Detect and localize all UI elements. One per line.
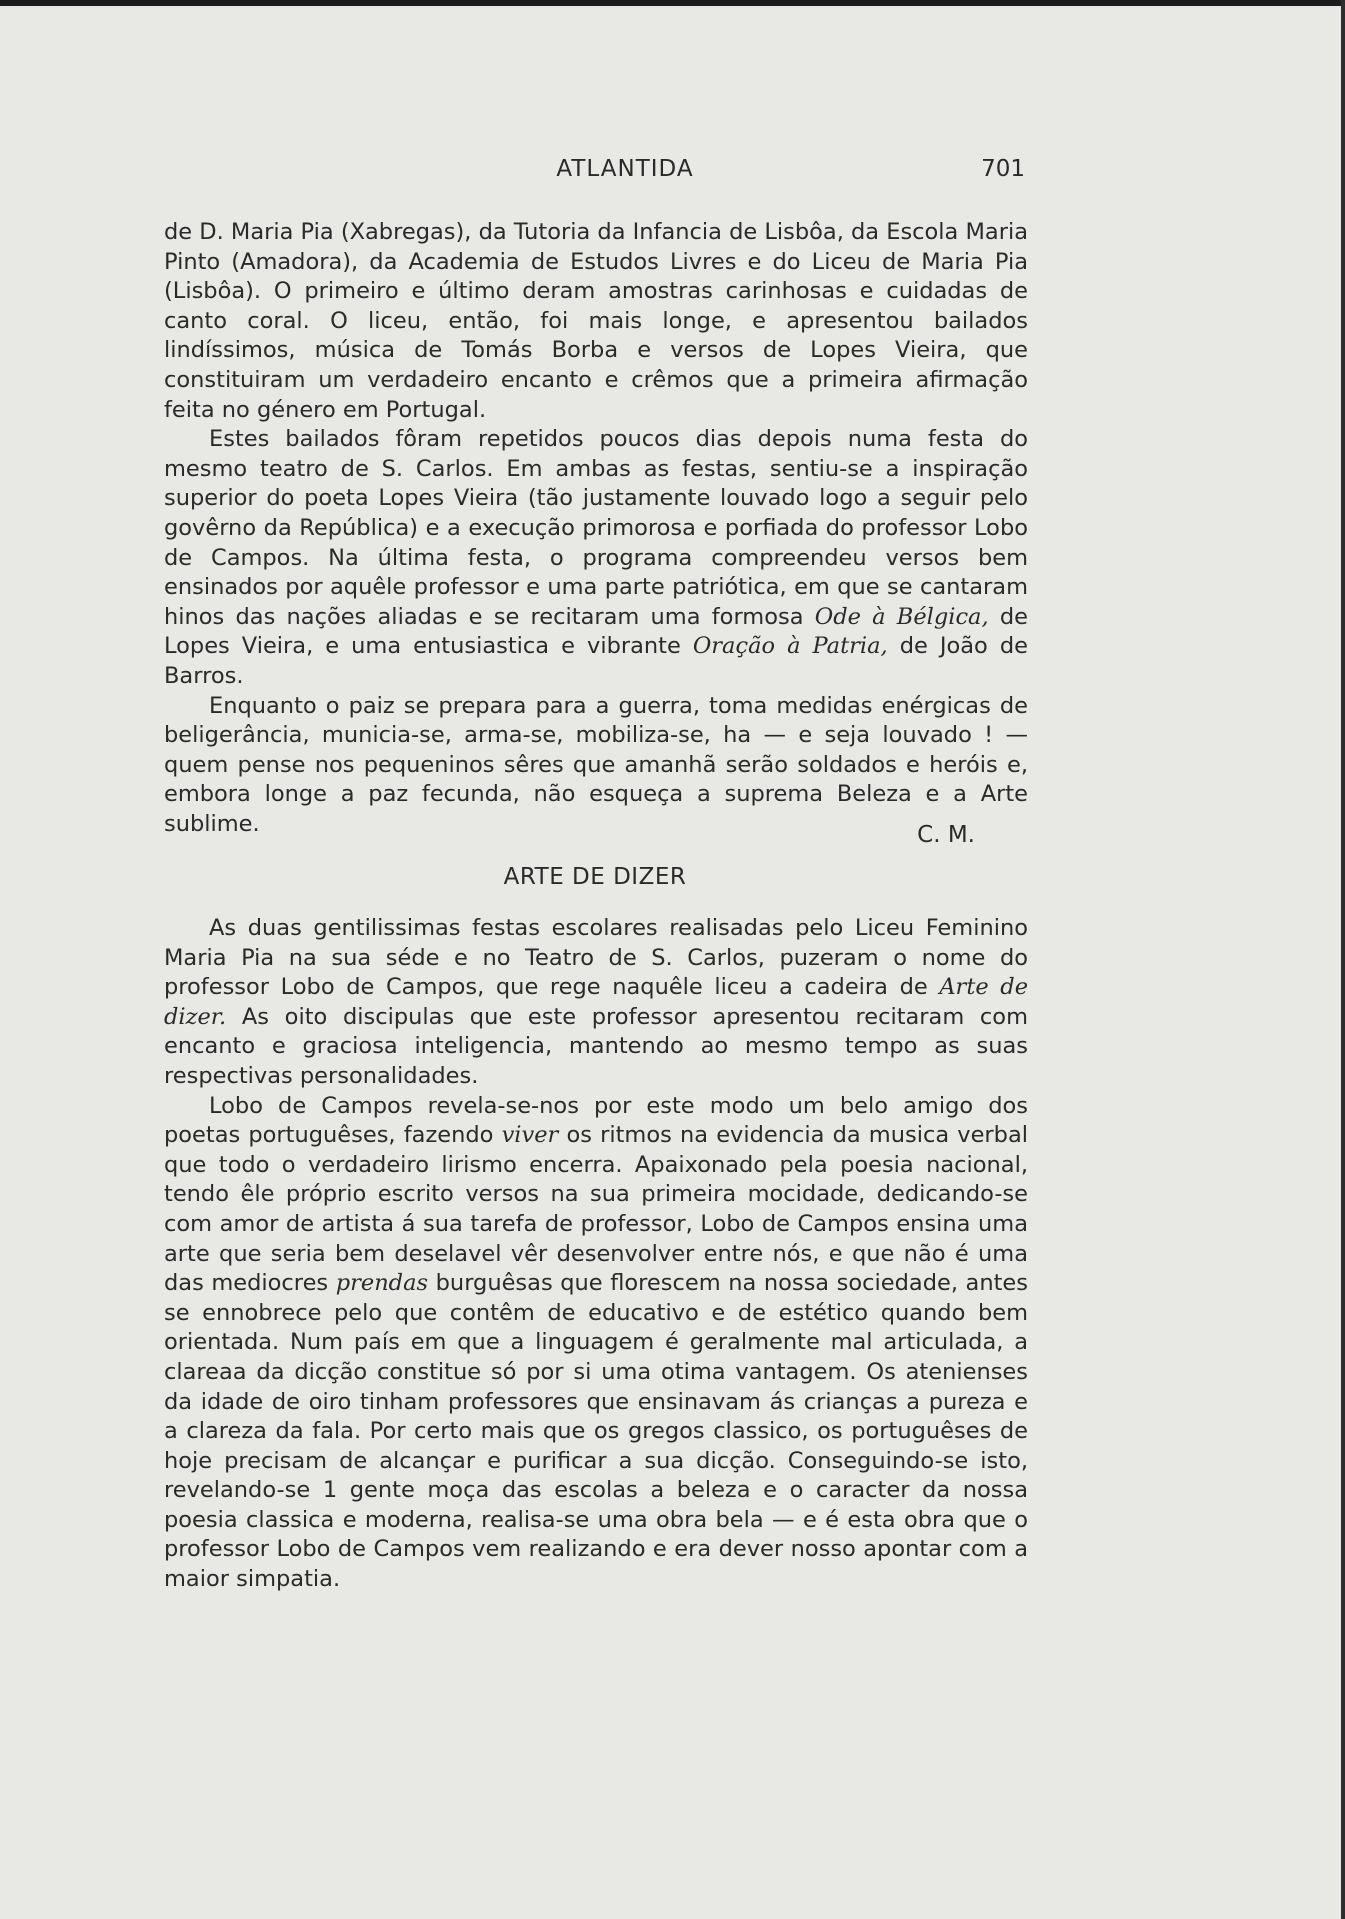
paragraph-5: Lobo de Campos revela-se-nos por este modo um belo amigo dos poetas portuguêses, fazendo viver os ritmos na evidencia da musica verbal que todo o verdadeiro lirismo encerra. Apaixonado pela poesia nacional, tendo êle próprio escrito versos na sua primeira mocidade, dedicando-se com amor de artista á sua tarefa de professor, Lobo de Campos ensina uma arte que seria bem deselavel vêr desenvolver entre nós, e que não é uma das mediocres prendas burguêsas que florescem na nossa sociedade, antes se ennobrece pelo que contêm de educativo e de estético quando bem orientada. Num país em que a linguagem é geralmente mal articulada, a clareaa da dicção constitue só por si uma otima vantagem. Os atenienses da idade de oiro tinham professores que ensinavam ás crianças a pureza e a clareza da fala. Por certo mais que os gregos classico, os portuguêses de hoje precisam de alcançar e purificar a sua dicção. Conseguindo-se isto, revelando-se 1 gente moça das escolas a beleza e o caracter da nossa poesia classica e moderna, realisa-se uma obra bela — e é esta obra que o professor Lobo de Campos vem realizando e era dever nosso apontar com a maior simpatia. <box>164 1092 1028 1593</box>
italic-prendas: prendas <box>335 1270 429 1297</box>
paragraph-1: de D. Maria Pia (Xabregas), da Tutoria da Infancia de Lisbôa, da Escola Maria Pinto (Amadora), da Academia de Estudos Livres e do Liceu de Maria Pia (Lisbôa). O primeiro e último deram amostras carinhosas e cuidadas de canto coral. O liceu, então, foi mais longe, e apresentou bailados lindíssimos, música de Tomás Borba e versos de Lopes Vieira, que constituiram um verdadeiro encanto e crêmos que a primeira afirmação feita no género em Portugal. <box>164 219 1028 423</box>
author-signature: C. M. <box>917 822 975 848</box>
italic-viver: viver <box>501 1122 559 1149</box>
article-arte-de-dizer <box>164 914 1028 1595</box>
article-continuation <box>164 218 1028 839</box>
italic-arte-de-dizer: Arte de dizer. <box>164 974 1029 1030</box>
page-number: 701 <box>981 156 1025 182</box>
paragraph-4: As duas gentilissimas festas escolares realisadas pelo Liceu Feminino Maria Pia na sua séde e no Teatro de S. Carlos, puzeram o nome do professor Lobo de Campos, que rege naquêle liceu a cadeira de Arte de dizer. As oito discipulas que este professor apresentou recitaram com encanto e graciosa inteligencia, mantendo ao mesmo tempo as suas respectivas personalidades. <box>164 915 1029 1089</box>
scan-top-edge <box>0 0 1345 6</box>
paragraph-3: Enquanto o paiz se prepara para a guerra, toma medidas enérgicas de beligerância, municia-se, arma-se, mobiliza-se, ha — e seja louvado ! — quem pense nos pequeninos sêres que amanhã serão soldados e heróis e, embora longe a paz fecunda, não esqueça a suprema Beleza e a Arte sublime. <box>164 692 1028 837</box>
running-header-title: ATLANTIDA <box>556 156 694 182</box>
section-title: ARTE DE DIZER <box>503 864 687 890</box>
italic-title-ode: Ode à Bélgica, <box>814 603 989 630</box>
italic-title-oracao: Oração à Patria, <box>692 633 888 660</box>
scan-right-edge <box>1341 0 1345 1919</box>
paragraph-2: Estes bailados fôram repetidos poucos dias depois numa festa do mesmo teatro de S. Carlos. Em ambas as festas, sentiu-se a inspiração superior do poeta Lopes Vieira (tão justamente louvado logo a seguir pelo govêrno da República) e a execução primorosa e porfiada do professor Lobo de Campos. Na última festa, o programa compreendeu versos bem ensinados por aquêle professor e uma parte patriótica, em que se cantaram hinos das nações aliadas e se recitaram uma formosa Ode à Bélgica, de Lopes Vieira, e uma entusiastica e vibrante Oração à Patria, de João de Barros. <box>164 426 1028 689</box>
